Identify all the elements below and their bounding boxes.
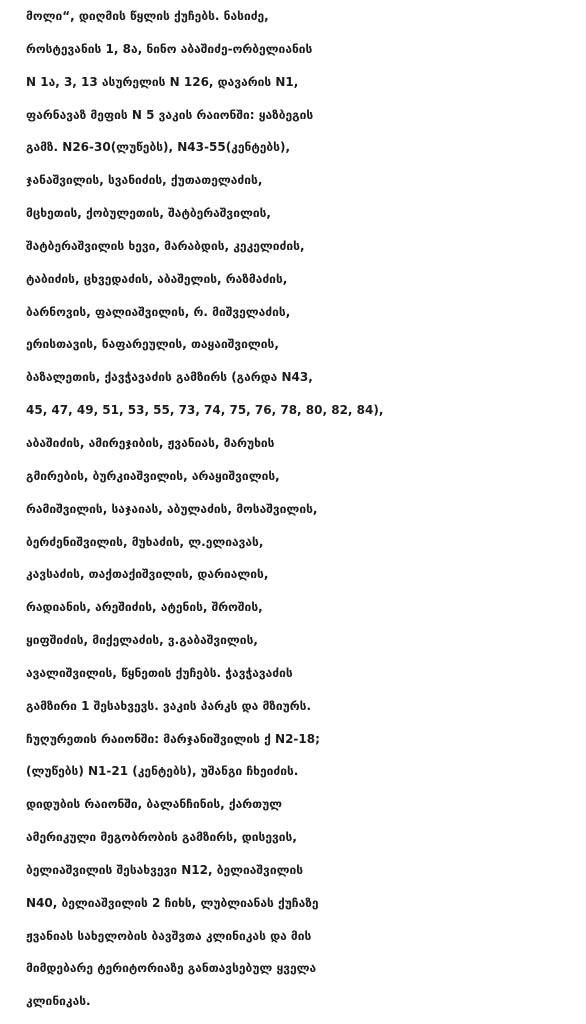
text-line: შატბერაშვილის ხევი, მარაბდის, კეკელიძის, (26, 238, 305, 253)
document-body (26, 0, 586, 1018)
text-line: დიდუბის რაიონში, ბალანჩინის, ქართულ (26, 797, 283, 812)
text-line: N40, ბელიაშვილის 2 ჩიხს, ლუბლიანას ქუჩაზე (26, 895, 319, 910)
text-line: (ლუწებს) N1-21 (კენტებს), უშანგი ჩხეიძის. (26, 764, 299, 779)
text-line: 45, 47, 49, 51, 53, 55, 73, 74, 75, 76, 78, 80, 82, 84), (26, 403, 384, 418)
text-line: გამზ. N26-30(ლუწებს), N43-55(კენტებს), (26, 140, 290, 155)
text-line: მოლი“, დიღმის წყლის ქუჩებს. ნასიძე, (26, 9, 269, 23)
text-line: აბაშიძის, ამირეჯიბის, ჟვანიას, მარუხის (26, 435, 275, 450)
text-line: ერისთავის, ნაფარეულის, თაყაიშვილის, (26, 337, 279, 352)
text-line: ფარნავაზ მეფის N 5 ვაკის რაიონში: ყაზბეგის (26, 107, 314, 122)
text-line: რამიშვილის, საჯაიას, აბულაძის, მოსაშვილის, (26, 501, 318, 516)
text-line: რადიანის, არეშიძის, ატენის, შროშის, (26, 600, 263, 615)
text-line: ტაბიძის, ცხვედაძის, აბაშელის, რაზმაძის, (26, 271, 288, 286)
text-line: გამზირი 1 შესახვევს. ვაკის პარკს და მზიურს. (26, 698, 312, 713)
text-line: ბელიაშვილის შესახვევი N12, ბელიაშვილის (26, 862, 304, 877)
text-line: ჩუღურეთის რაიონში: მარჯანიშვილის ქ N2-18; (26, 731, 320, 746)
text-line: კავსაძის, თაქთაქიშვილის, დარიალის, (26, 567, 269, 582)
text-line: მიმდებარე ტერიტორიაზე განთავსებულ ყველა (26, 961, 317, 976)
text-line: N 1ა, 3, 13 ასურელის N 126, დავარის N1, (26, 74, 299, 89)
text-line: ბაზალეთის, ქავჭავაძის გამზირს (გარდა N43, (26, 370, 313, 385)
text-line: ჟვანიას სახელობის ბავშვთა კლინიკას და მის (26, 928, 312, 943)
text-line: ავალიშვილის, წყნეთის ქუჩებს. ჭავჭავაძის (26, 665, 293, 680)
text-line: კლინიკას. (26, 994, 91, 1009)
text-line: ჯანაშვილის, სვანიძის, ქუთათელაძის, (26, 173, 263, 188)
text-line: ბარნოვის, ფალიაშვილის, რ. მიშველაძის, (26, 304, 291, 319)
text-line: ყიფშიძის, მიქელაძის, ვ.გაბაშვილის, (26, 633, 258, 648)
text-line: ბერძენიშვილის, მუხაძის, ლ.ელიავას, (26, 534, 264, 549)
text-line: გმირების, ბურკიაშვილის, არაყიშვილის, (26, 468, 280, 483)
text-line: მცხეთის, ქობულეთის, შატბერაშვილის, (26, 206, 271, 221)
text-line: ამერიკული მეგობრობის გამზირს, დისევის, (26, 830, 297, 845)
text-line: როსტევანის 1, 8ა, ნინო აბაშიძე-ორბელიანის (26, 41, 313, 56)
